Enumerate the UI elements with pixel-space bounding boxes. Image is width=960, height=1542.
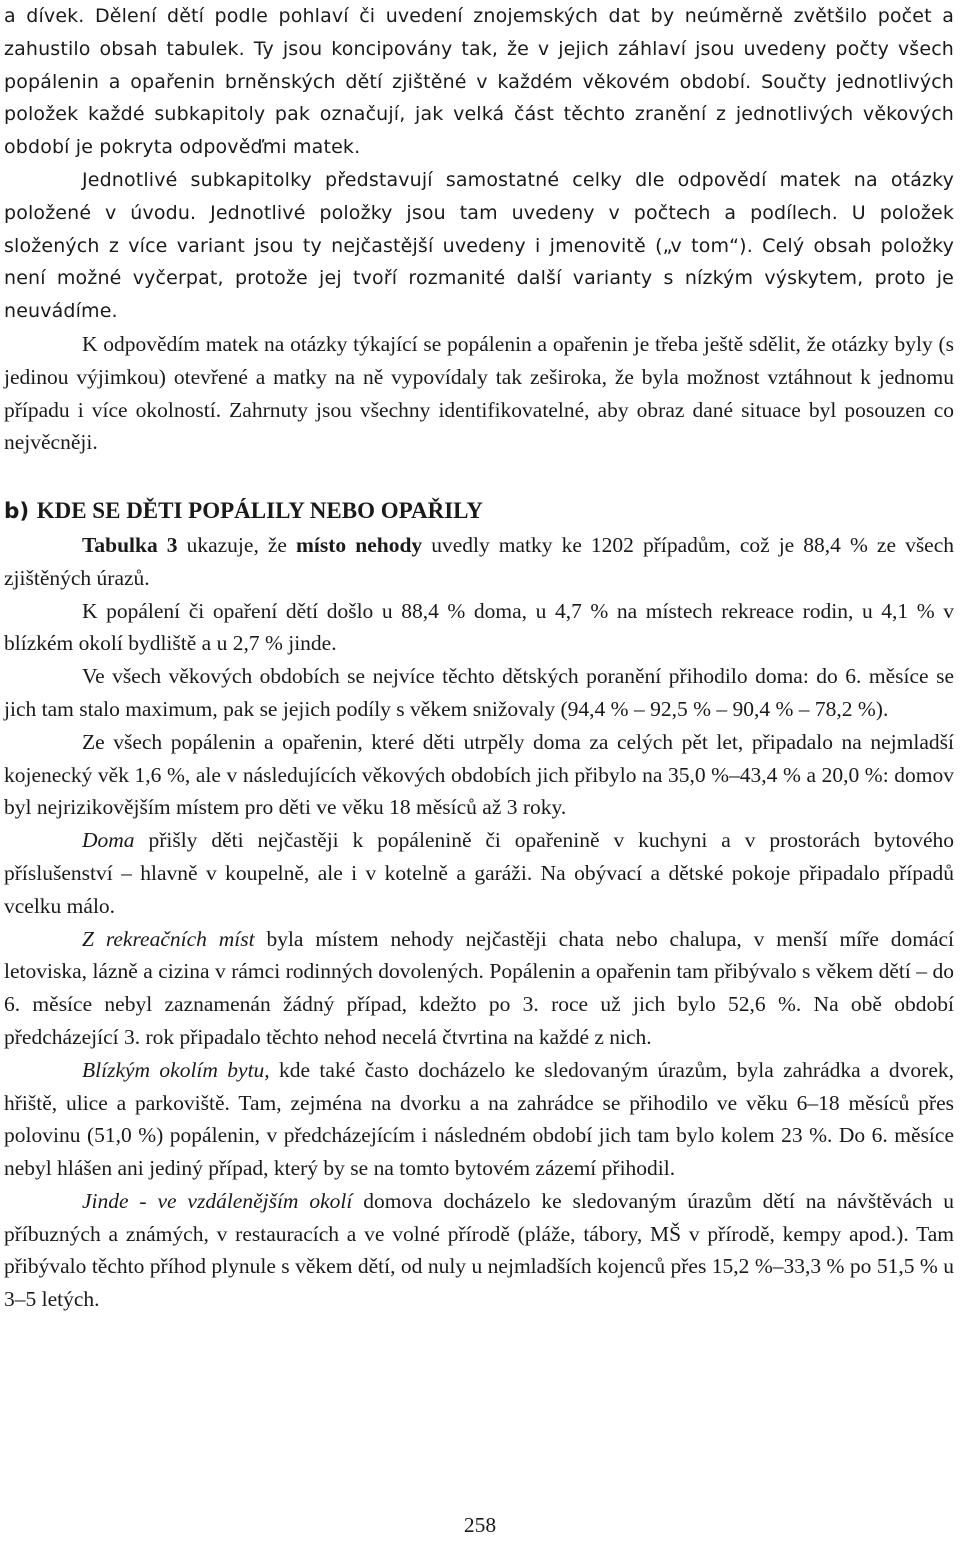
emphasis-place: místo nehody — [296, 532, 423, 557]
section-title: KDE SE DĚTI POPÁLILY NEBO OPAŘILY — [36, 498, 483, 524]
body-text: domova docházelo ke sledovaným úrazům dětí na návštěvách u příbuzných a známých, v restauracích a ve volné přírodě (pláže, tábory, MŠ v přírodě, kempy apod.). Tam přibývalo těchto příhod plynule s věkem dětí, od nuly u nejmladších kojenců přes 15,2 %–33,3 % po 51,5 % u 3–5 letých. — [4, 1188, 954, 1312]
body-paragraph-1 — [4, 529, 954, 595]
body-paragraph-6 — [4, 923, 954, 1054]
italic-lead: Blízkým okolím bytu, — [82, 1057, 270, 1082]
body-text: ukazuje, že — [177, 532, 297, 557]
document-page — [4, 0, 954, 1316]
body-paragraph-7 — [4, 1054, 954, 1185]
body-text: kde také často docházelo ke sledovaným úrazům, byla zahrádka a dvorek, hřiště, ulice a parkoviště. Tam, zejména na dvorku a na zahrádce se přihodilo ve věku 6–18 měsíců přes polovinu (51,0 %) popálenin, v předcházejícím i následném období jich tam bylo kolem 23 %. Do 6. měsíce nebyl hlášen ani jediný případ, který by se na tomto bytovém zázemí přihodil. — [4, 1057, 954, 1181]
table-reference: Tabulka 3 — [82, 532, 178, 557]
body-paragraph-8 — [4, 1185, 954, 1316]
body-text: uvedly matky ke 1202 případům, což je 88,4 % ze všech zjištěných úrazů. — [4, 532, 955, 590]
body-text: byla místem nehody nejčastěji chata nebo chalupa, v menší míře domácí letoviska, lázně a cizina v rámci rodinných dovolených. Popálenin a opařenin tam přibývalo s věkem dětí – do 6. měsíce nebyl zaznamenán žádný případ, kdežto po 3. roce už jich bylo 52,6 %. Na obě období předcházející 3. rok připadalo těchto nehod necelá čtvrtina na každé z nich. — [4, 926, 954, 1049]
italic-lead: Jinde - ve vzdálenějším okolí — [82, 1188, 353, 1213]
section-prefix: b) — [4, 499, 30, 525]
body-paragraph-2: K popálení či opaření dětí došlo u 88,4 % doma, u 4,7 % na místech rekreace rodin, u 4,1 % v blízkém okolí bydliště a u 2,7 % jinde. — [4, 598, 954, 656]
body-paragraph-5 — [4, 824, 954, 922]
section-spacer — [4, 459, 954, 495]
section-heading — [4, 495, 954, 529]
intro-paragraph-2: Jednotlivé subkapitolky představují samostatné celky dle odpovědí matek na otázky položené v úvodu. Jednotlivé položky jsou tam uvedeny v počtech a podílech. U položek složených z více variant jsou ty nejčastější uvedeny i jmenovitě („v tom“). Celý obsah položky není možné vyčerpat, protože jej tvoří rozmanité další varianty s nízkým výskytem, proto je neuvádíme. — [4, 168, 954, 323]
intro-paragraph-1: a dívek. Dělení dětí podle pohlaví či uvedení znojemských dat by neúměrně zvětšilo počet a zahustilo obsah tabulek. Ty jsou koncipovány tak, že v jejich záhlaví jsou uvedeny počty všech popálenin a opařenin brněnských dětí zjištěné v každém věkovém období. Součty jednotlivých položek každé subkapitoly pak označují, jak velká část těchto zranění z jednotlivých věkových období je pokryta odpověďmi matek. — [4, 5, 954, 159]
body-paragraph-3: Ve všech věkových obdobích se nejvíce těchto dětských poranění přihodilo doma: do 6. měsíce se jich tam stalo maximum, pak se jejich podíly s věkem snižovaly (94,4 % – 92,5 % – 90,4 % – 78,2 %). — [4, 664, 954, 721]
intro-paragraph-3: K odpovědím matek na otázky týkající se popálenin a opařenin je třeba ještě sdělit, že otázky byly (s jedinou výjimkou) otevřené a matky na ně vypovídaly tak zeširoka, že byla možnost vztáhnout k jednomu případu i více okolností. Zahrnuty jsou všechny identifikovatelné, aby obraz dané situace byl posouzen co nejvěcněji. — [4, 331, 954, 455]
italic-lead: Z rekreačních míst — [82, 926, 255, 951]
page-number: 258 — [463, 1513, 497, 1537]
body-paragraph-4: Ze všech popálenin a opařenin, které děti utrpěly doma za celých pět let, připadalo na nejmladší kojenecký věk 1,6 %, ale v následujících věkových obdobích jich přibylo na 35,0 %–43,4 % a 20,0 %: domov byl nejrizikovějším místem pro děti ve věku 18 měsíců až 3 roky. — [4, 729, 954, 820]
body-text: přišly děti nejčastěji k popálenině či opařenině v kuchyni a v prostorách bytového příslušenství – hlavně v koupelně, ale i v kotelně a garáži. Na obývací a dětské pokoje připadalo případů vcelku málo. — [4, 828, 954, 918]
italic-lead: Doma — [82, 828, 135, 853]
